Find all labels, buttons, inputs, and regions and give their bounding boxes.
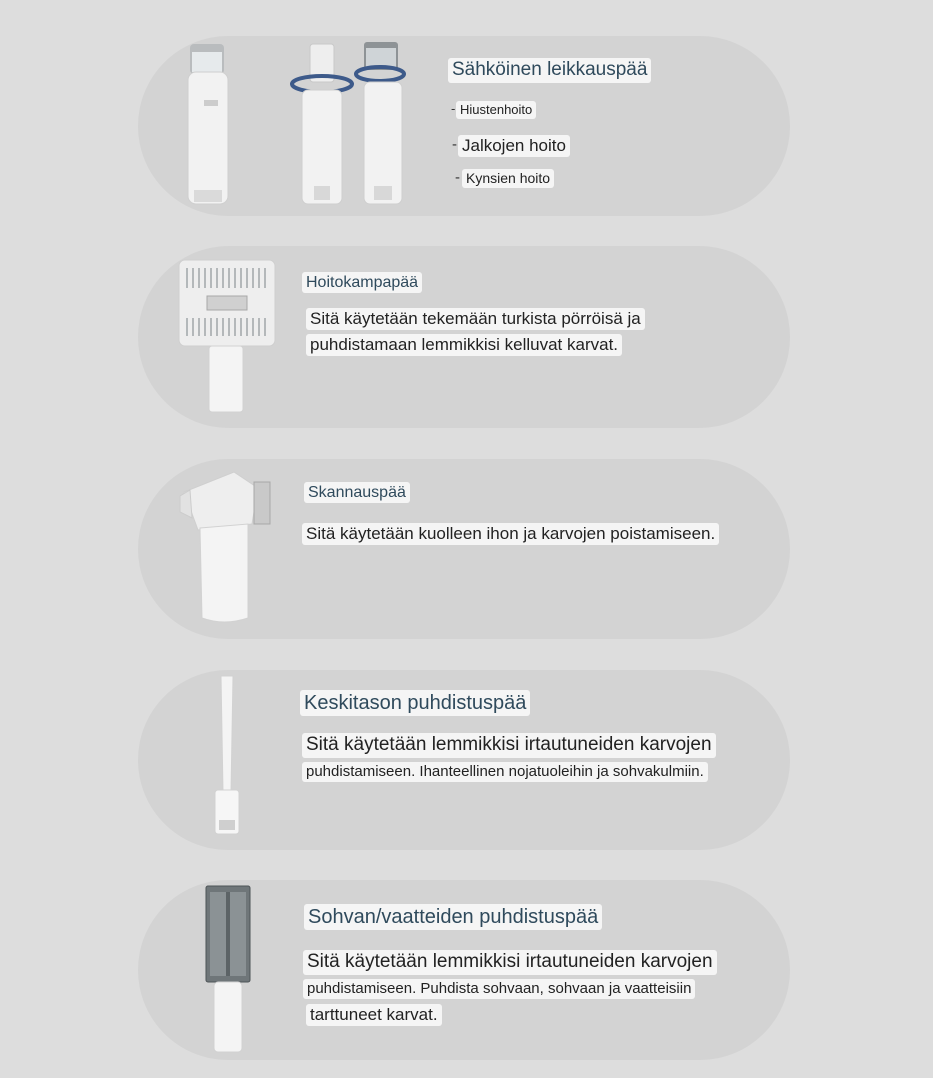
section-5-title: Sohvan/vaatteiden puhdistuspää — [304, 904, 602, 930]
bullet-dash: - — [451, 101, 456, 116]
scanning-head-image — [172, 468, 280, 628]
section-4-title: Keskitason puhdistuspää — [300, 690, 530, 716]
sofa-clothes-cleaning-head-image — [200, 884, 256, 1054]
section-5-line-2: puhdistamiseen. Puhdista sohvaan, sohvaan ja vaatteisiin — [303, 979, 695, 999]
section-5-line-3: tarttuneet karvat. — [306, 1004, 442, 1026]
bullet-dash: - — [452, 136, 457, 153]
feature-item: Hiustenhoito — [456, 101, 536, 119]
clipper-head-swap-image — [288, 38, 413, 208]
bullet-dash: - — [455, 169, 460, 186]
grooming-comb-image — [175, 258, 279, 416]
feature-item: Jalkojen hoito — [458, 135, 570, 157]
section-5-line-1: Sitä käytetään lemmikkisi irtautuneiden karvojen — [303, 950, 717, 975]
section-4-line-1: Sitä käytetään lemmikkisi irtautuneiden karvojen — [302, 733, 716, 758]
section-2-line-1: Sitä käytetään tekemään turkista pörröisä ja — [306, 308, 645, 330]
crevice-cleaning-head-image — [205, 672, 249, 838]
section-4-line-2: puhdistamiseen. Ihanteellinen nojatuoleihin ja sohvakulmiin. — [302, 762, 708, 782]
electric-clipper-image — [180, 40, 240, 210]
section-1-title: Sähköinen leikkauspää — [448, 58, 651, 83]
section-3-title: Skannauspää — [304, 482, 410, 503]
feature-item: Kynsien hoito — [462, 169, 554, 188]
section-2-line-2: puhdistamaan lemmikkisi kelluvat karvat. — [306, 334, 622, 356]
section-3-line-1: Sitä käytetään kuolleen ihon ja karvojen poistamiseen. — [302, 523, 719, 545]
section-2-title: Hoitokampapää — [302, 272, 422, 293]
